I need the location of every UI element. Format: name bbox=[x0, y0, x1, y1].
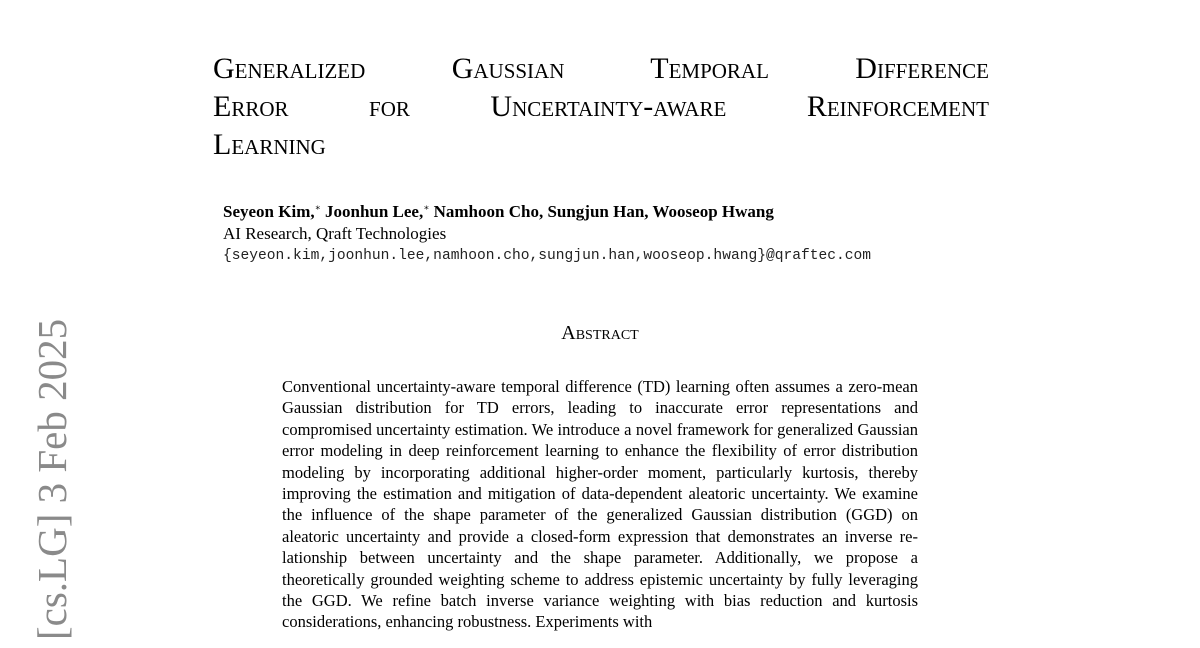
author-emails: {seyeon.kim,joonhun.lee,namhoon.cho,sungjun.han,wooseop.hwang}@qraftec.com bbox=[223, 248, 872, 264]
equal-contribution-mark: ∗ bbox=[314, 202, 321, 213]
equal-contribution-mark: ∗ bbox=[423, 202, 430, 213]
title-line: Error for Uncertainty-aware Reinforcement bbox=[213, 90, 989, 123]
author-name: Seyeon Kim, bbox=[223, 202, 315, 221]
author-list bbox=[223, 202, 774, 222]
arxiv-identifier: [cs.LG] 3 Feb 2025 bbox=[29, 318, 75, 640]
affiliation: AI Research, Qraft Technologies bbox=[223, 224, 447, 243]
paper-title bbox=[213, 50, 989, 164]
title-line: Generalized Gaussian Temporal Difference bbox=[213, 52, 989, 85]
author-name: Joonhun Lee, bbox=[324, 202, 424, 221]
author-name: Namhoon Cho, Sungjun Han, Wooseop Hwang bbox=[433, 202, 774, 221]
title-line: Learning bbox=[213, 128, 326, 161]
abstract-heading: Abstract bbox=[561, 322, 639, 344]
abstract-text: Conventional uncertainty-aware temporal difference (TD) learning often assumes a zero-mean Gaussian distribution for TD errors, leading to inaccurate error representations and compromised uncertainty estimation. We introduce a novel framework for generalized Gaussian error modeling in deep reinforcement learning to enhance the flexibility of error distribution modeling by incorporating additional higher-order moment, particularly kurtosis, thereby improving the estimation and mitigation of data-dependent aleatoric uncertainty. We examine the influence of the shape parameter of the generalized Gaussian distribution (GGD) on aleatoric uncertainty and provide a closed-form expression that demonstrates an inverse relationship between uncertainty and the shape parameter. Additionally, we propose a theoretically grounded weighting scheme to address epistemic uncertainty by fully leveraging the GGD. We refine batch inverse variance weighting with bias reduction and kurtosis considerations, enhancing robustness. Experiments with bbox=[282, 377, 918, 632]
